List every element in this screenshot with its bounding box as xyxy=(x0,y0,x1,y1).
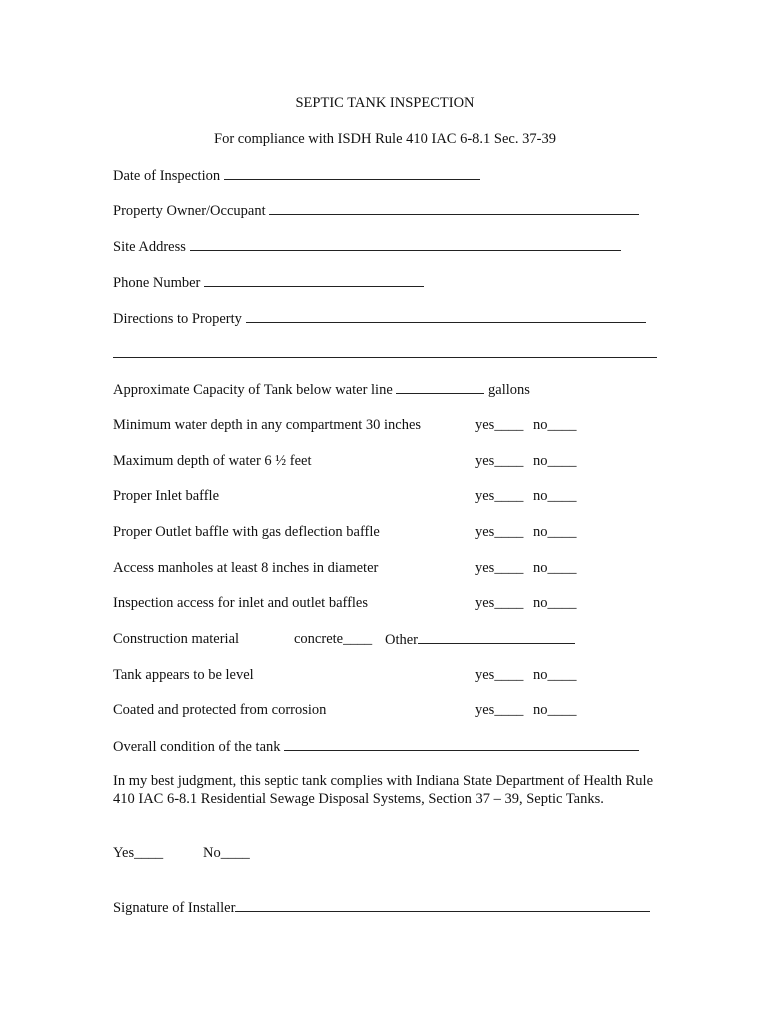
overall-condition-field[interactable] xyxy=(284,737,639,751)
capacity-label: Approximate Capacity of Tank below water line xyxy=(113,382,393,398)
overall-condition-row xyxy=(113,737,639,756)
signature-label: Signature of Installer xyxy=(113,900,236,916)
no-option[interactable]: no____ xyxy=(533,488,577,504)
property-owner-label: Property Owner/Occupant xyxy=(113,203,266,219)
directions-row xyxy=(113,309,646,328)
no-option[interactable]: no____ xyxy=(533,524,577,540)
phone-number-label: Phone Number xyxy=(113,275,201,291)
document-subtitle: For compliance with ISDH Rule 410 IAC 6-8.1 Sec. 37-39 xyxy=(214,131,556,147)
yes-option[interactable]: yes____ xyxy=(475,702,524,718)
yes-option[interactable]: yes____ xyxy=(475,453,524,469)
directions-continuation-line[interactable] xyxy=(113,357,657,358)
property-owner-field[interactable] xyxy=(269,201,639,215)
property-owner-row xyxy=(113,201,639,220)
directions-label: Directions to Property xyxy=(113,311,242,327)
question-label: Proper Inlet baffle xyxy=(113,488,220,504)
overall-condition-label: Overall condition of the tank xyxy=(113,739,281,755)
yes-option[interactable]: yes____ xyxy=(475,595,524,611)
document-title: SEPTIC TANK INSPECTION xyxy=(295,95,475,111)
date-of-inspection-label: Date of Inspection xyxy=(113,168,221,184)
no-option[interactable]: no____ xyxy=(533,702,577,718)
other-option-row xyxy=(385,630,575,649)
signature-field[interactable] xyxy=(235,898,650,912)
phone-number-field[interactable] xyxy=(204,273,424,287)
question-label: Inspection access for inlet and outlet baffles xyxy=(113,595,369,611)
other-material-field[interactable] xyxy=(418,630,575,644)
capacity-row xyxy=(113,380,530,399)
yes-option[interactable]: yes____ xyxy=(475,524,524,540)
concrete-option[interactable]: concrete____ xyxy=(294,631,373,647)
yes-option[interactable]: yes____ xyxy=(475,488,524,504)
question-label: Minimum water depth in any compartment 30 inches xyxy=(113,417,422,433)
question-label: Tank appears to be level xyxy=(113,667,254,683)
date-of-inspection-row xyxy=(113,166,480,185)
no-option[interactable]: no____ xyxy=(533,453,577,469)
final-yes-option[interactable]: Yes____ xyxy=(113,845,164,861)
no-option[interactable]: no____ xyxy=(533,560,577,576)
site-address-field[interactable] xyxy=(190,237,621,251)
capacity-field[interactable] xyxy=(396,380,484,394)
no-option[interactable]: no____ xyxy=(533,417,577,433)
construction-material-label: Construction material xyxy=(113,631,240,647)
directions-field[interactable] xyxy=(246,309,646,323)
phone-number-row xyxy=(113,273,424,292)
date-of-inspection-field[interactable] xyxy=(224,166,480,180)
question-label: Maximum depth of water 6 ½ feet xyxy=(113,453,312,469)
capacity-unit: gallons xyxy=(488,382,530,398)
final-no-option[interactable]: No____ xyxy=(203,845,250,861)
site-address-label: Site Address xyxy=(113,239,186,255)
yes-option[interactable]: yes____ xyxy=(475,667,524,683)
other-option-label: Other xyxy=(385,632,419,648)
site-address-row xyxy=(113,237,621,256)
yes-option[interactable]: yes____ xyxy=(475,560,524,576)
question-label: Coated and protected from corrosion xyxy=(113,702,327,718)
question-label: Proper Outlet baffle with gas deflection baffle xyxy=(113,524,380,540)
judgment-paragraph: In my best judgment, this septic tank complies with Indiana State Department of Health Rule 410 IAC 6-8.1 Residential Sewage Disposal Systems, Section 37 – 39, Septic Tanks. xyxy=(113,773,654,807)
signature-row xyxy=(113,898,650,917)
yes-option[interactable]: yes____ xyxy=(475,417,524,433)
no-option[interactable]: no____ xyxy=(533,667,577,683)
question-label: Access manholes at least 8 inches in diameter xyxy=(113,560,379,576)
no-option[interactable]: no____ xyxy=(533,595,577,611)
